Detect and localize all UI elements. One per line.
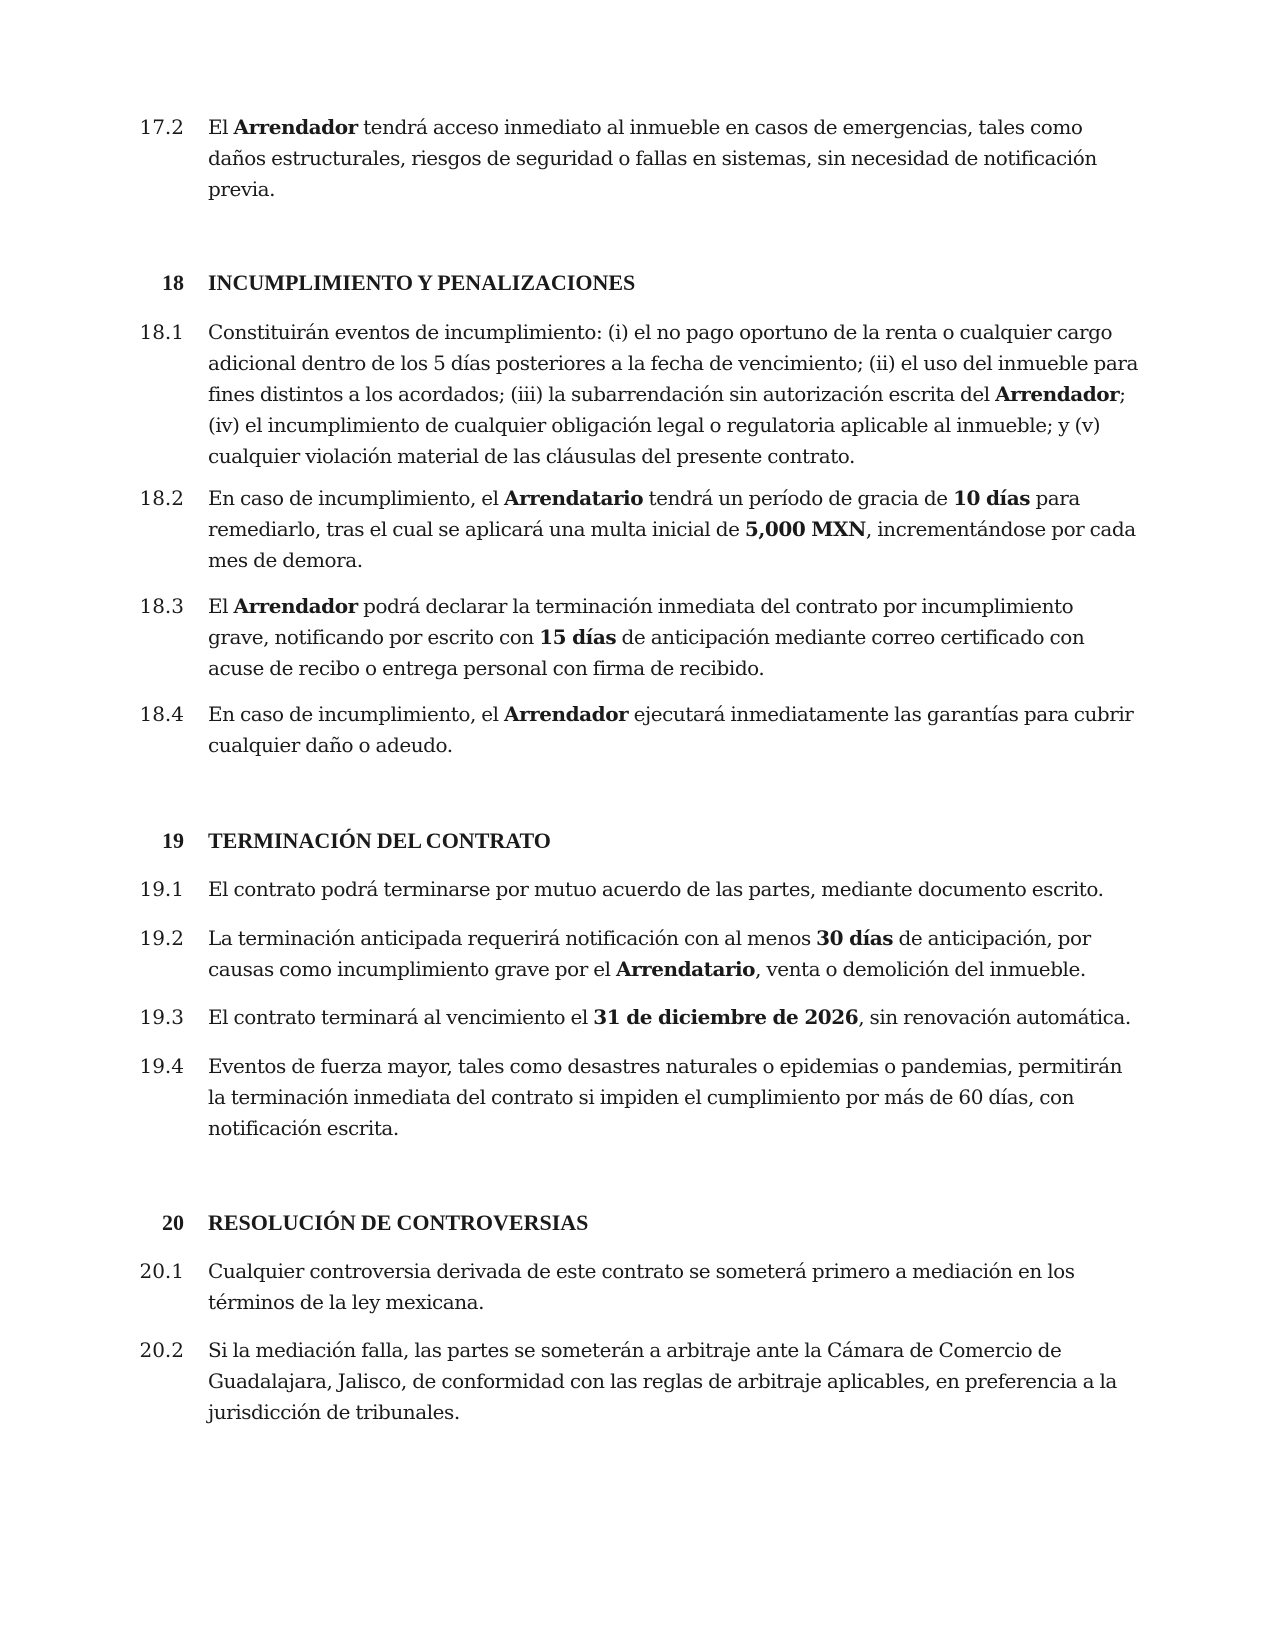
bold-term: 10 días [953, 486, 1031, 510]
text-run: TERMINACIÓN DEL CONTRATO [208, 828, 551, 853]
clause-number: 20.1 [139, 1259, 184, 1283]
section-title [208, 267, 1138, 298]
text-run: El contrato podrá terminarse por mutuo acuerdo de las partes, mediante documento escrito. [208, 877, 1104, 901]
text-run: En caso de incumplimiento, el [208, 702, 505, 726]
text-run: Constituirán eventos de incumplimiento: (i) el no pago oportuno de la renta o cualquier cargo adicional dentro de los 5 días posteriores a la fecha de vencimiento; (ii) el uso del inmueble para fines distintos a los acordados; (iii) la subarrendación sin autorización escrita del [208, 320, 1138, 406]
clause-text [208, 591, 1138, 684]
section-title [208, 1207, 1138, 1238]
clause-text [208, 923, 1138, 985]
text-run: Eventos de fuerza mayor, tales como desastres naturales o epidemias o pandemias, permitirán la terminación inmediata del contrato si impiden el cumplimiento por más de 60 días, con notificación escrita. [208, 1054, 1123, 1140]
text-run: El [208, 115, 234, 139]
text-run: La terminación anticipada requerirá notificación con al menos [208, 926, 817, 950]
text-run: para remediarlo, tras el cual se aplicará una multa inicial de [208, 486, 1080, 541]
section-number: 18 [162, 270, 184, 295]
text-run: Si la mediación falla, las partes se someterán a arbitraje ante la Cámara de Comercio de Guadalajara, Jalisco, de conformidad con las reglas de arbitraje aplicables, en preferencia a la jurisdicción de tribunales. [208, 1338, 1117, 1424]
clause-number: 19.3 [139, 1005, 184, 1029]
clause-number: 17.2 [139, 115, 184, 139]
clause-text [208, 112, 1138, 205]
clause-number: 18.2 [139, 486, 184, 510]
text-run: Cualquier controversia derivada de este contrato se someterá primero a mediación en los términos de la ley mexicana. [208, 1259, 1075, 1314]
clause-text [208, 1335, 1138, 1428]
bold-term: Arrendador [233, 115, 358, 139]
clause-text [208, 1002, 1138, 1033]
clause-text [208, 317, 1138, 472]
text-run: , incrementándose por cada mes de demora. [208, 517, 1136, 572]
text-run: El [208, 594, 234, 618]
clause-number: 18.4 [139, 702, 184, 726]
bold-term: Arrendatario [504, 486, 644, 510]
text-run: podrá declarar la terminación inmediata del contrato por incumplimiento grave, notificando por escrito con [208, 594, 1074, 649]
section-number: 20 [162, 1210, 184, 1235]
clause-number: 19.4 [139, 1054, 184, 1078]
text-run: En caso de incumplimiento, el [208, 486, 505, 510]
section-number: 19 [162, 828, 184, 853]
text-run: El contrato terminará al vencimiento el [208, 1005, 594, 1029]
clause-text [208, 483, 1138, 576]
clause-text [208, 1256, 1138, 1318]
clause-number: 20.2 [139, 1338, 184, 1362]
section-title [208, 825, 1138, 856]
text-run: de anticipación, por causas como incumplimiento grave por el [208, 926, 1091, 981]
text-run: , venta o demolición del inmueble. [755, 957, 1086, 981]
text-run: tendrá un período de gracia de [643, 486, 954, 510]
clause-text [208, 1051, 1138, 1144]
clause-number: 18.3 [139, 594, 184, 618]
text-run: ; (iv) el incumplimiento de cualquier obligación legal o regulatoria aplicable al inmueble; y (v) cualquier violación material de las cláusulas del presente contrato. [208, 382, 1126, 468]
bold-term: 30 días [816, 926, 894, 950]
bold-term: 15 días [539, 625, 617, 649]
text-run: tendrá acceso inmediato al inmueble en casos de emergencias, tales como daños estructurales, riesgos de seguridad o fallas en sistemas, sin necesidad de notificación previa. [208, 115, 1097, 201]
text-run: INCUMPLIMIENTO Y PENALIZACIONES [208, 270, 636, 295]
clause-text [208, 699, 1138, 761]
clause-number: 19.1 [139, 877, 184, 901]
bold-term: Arrendatario [616, 957, 756, 981]
bold-term: 5,000 MXN [744, 517, 866, 541]
bold-term: Arrendador [504, 702, 629, 726]
bold-term: Arrendador [995, 382, 1120, 406]
text-run: RESOLUCIÓN DE CONTROVERSIAS [208, 1210, 589, 1235]
text-run: de anticipación mediante correo certificado con acuse de recibo o entrega personal con firma de recibido. [208, 625, 1085, 680]
clause-number: 19.2 [139, 926, 184, 950]
text-run: , sin renovación automática. [858, 1005, 1131, 1029]
clause-text [208, 874, 1138, 905]
text-run: ejecutará inmediatamente las garantías para cubrir cualquier daño o adeudo. [208, 702, 1134, 757]
bold-term: 31 de diciembre de 2026 [593, 1005, 859, 1029]
bold-term: Arrendador [233, 594, 358, 618]
clause-number: 18.1 [139, 320, 184, 344]
